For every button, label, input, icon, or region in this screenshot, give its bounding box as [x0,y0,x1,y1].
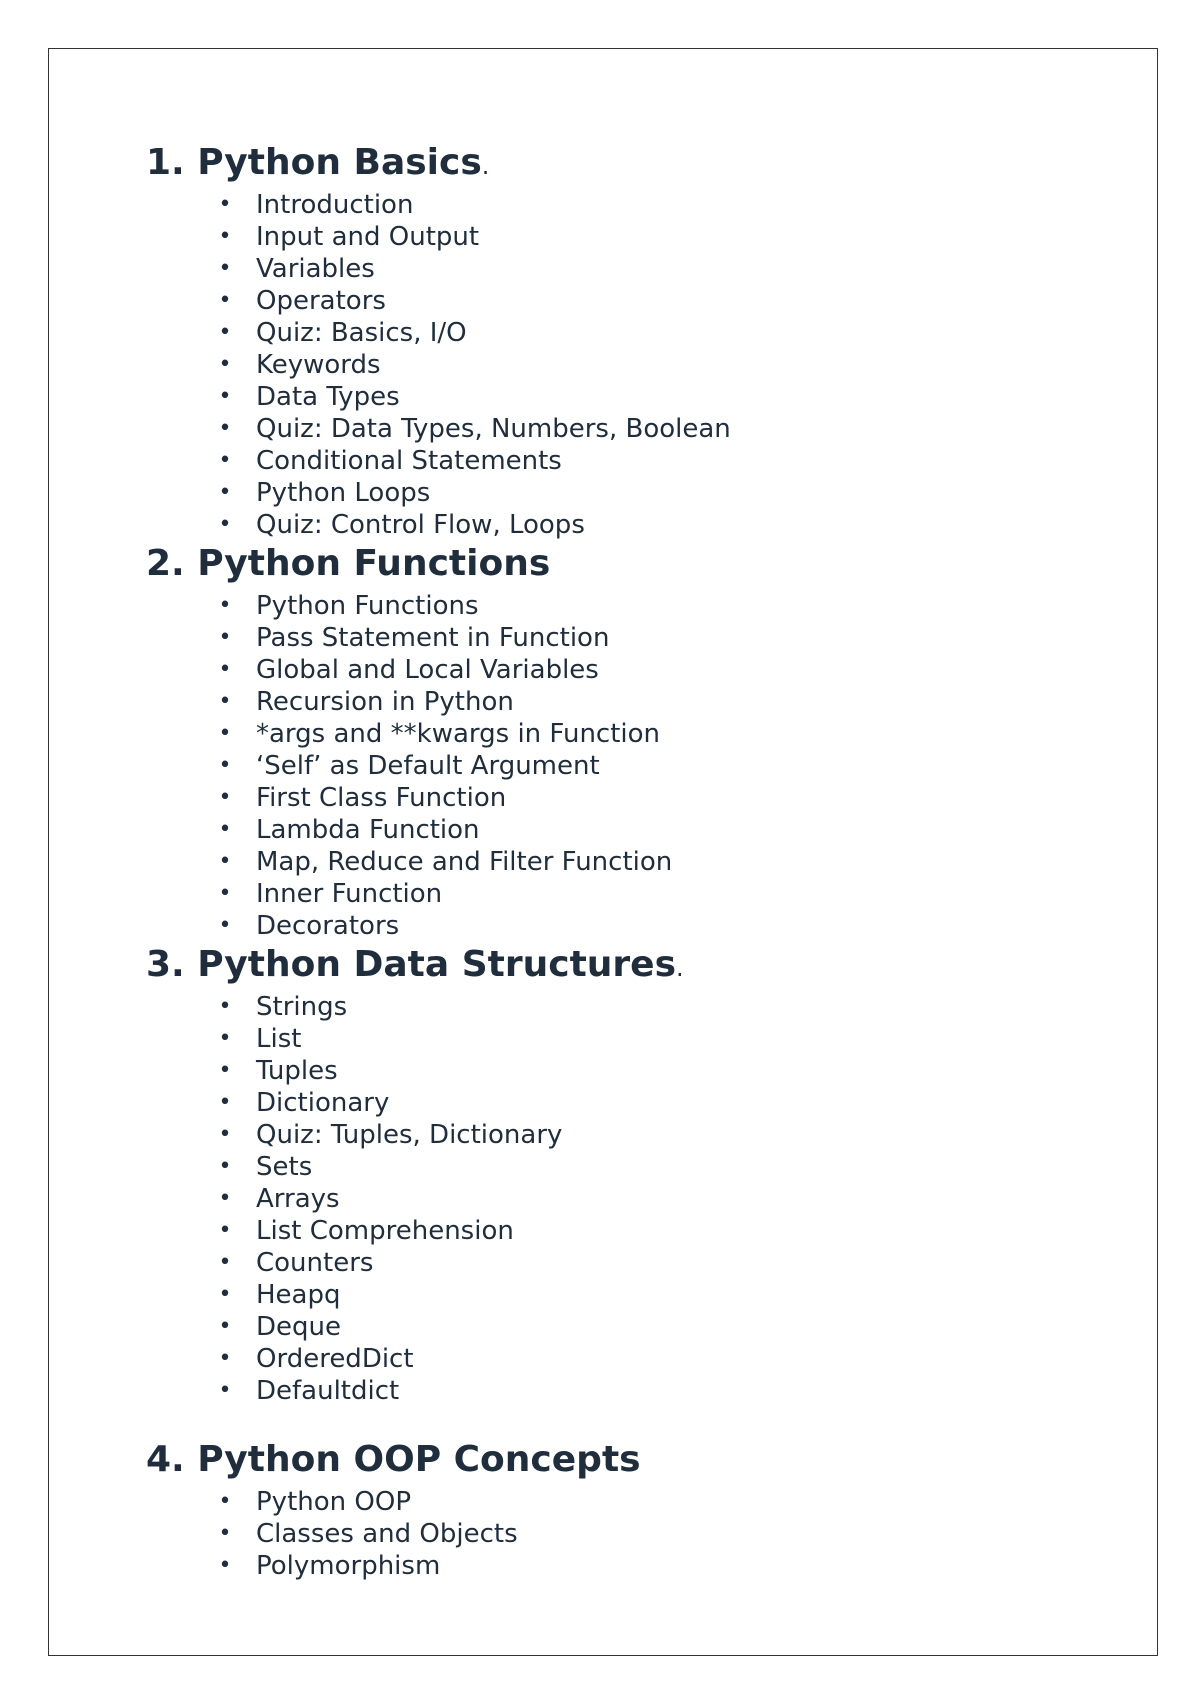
bullet-icon: • [218,994,232,1019]
list-item [146,445,1086,477]
bullet-icon: • [218,1154,232,1179]
topic-label: OrderedDict [256,1344,414,1374]
topic-label: Polymorphism [256,1551,441,1581]
bullet-icon: • [218,593,232,618]
topic-label: Decorators [256,911,400,941]
topic-label: Conditional Statements [256,446,562,476]
bullet-icon: • [218,320,232,345]
list-item [146,991,1086,1023]
section-python-basics [146,140,1086,541]
bullet-icon: • [218,817,232,842]
bullet-icon: • [218,913,232,938]
list-item [146,910,1086,942]
topic-label: *args and **kwargs in Function [256,719,661,749]
bullet-icon: • [218,192,232,217]
bullet-icon: • [218,1489,232,1514]
section-title-trail: . [676,954,684,982]
list-item [146,1486,1086,1518]
list-item [146,189,1086,221]
list-item [146,1343,1086,1375]
bullet-icon: • [218,1122,232,1147]
bullet-icon: • [218,384,232,409]
bullet-icon: • [218,224,232,249]
list-item [146,750,1086,782]
topic-label: Classes and Objects [256,1519,518,1549]
topic-label: Heapq [256,1280,341,1310]
list-item [146,782,1086,814]
bullet-icon: • [218,416,232,441]
topic-label: Operators [256,286,386,316]
section-heading [146,942,1086,991]
topic-label: Data Types [256,382,400,412]
bullet-icon: • [218,689,232,714]
topic-label: Keywords [256,350,381,380]
topic-label: Pass Statement in Function [256,623,610,653]
topic-list [146,991,1086,1407]
list-item [146,878,1086,910]
topic-label: Tuples [256,1056,338,1086]
topic-list [146,590,1086,942]
bullet-icon: • [218,256,232,281]
list-item [146,1183,1086,1215]
topic-label: Sets [256,1152,313,1182]
bullet-icon: • [218,625,232,650]
section-python-functions [146,541,1086,942]
list-item [146,1119,1086,1151]
section-python-oop-concepts [146,1437,1086,1582]
bullet-icon: • [218,1186,232,1211]
topic-label: Lambda Function [256,815,480,845]
bullet-icon: • [218,1346,232,1371]
topic-label: Counters [256,1248,374,1278]
bullet-icon: • [218,785,232,810]
section-heading [146,541,1086,590]
topic-label: Defaultdict [256,1376,400,1406]
bullet-icon: • [218,480,232,505]
bullet-icon: • [218,1553,232,1578]
bullet-icon: • [218,1378,232,1403]
topic-label: Introduction [256,190,414,220]
list-item [146,285,1086,317]
bullet-icon: • [218,512,232,537]
section-title-trail: . [481,152,490,180]
bullet-icon: • [218,849,232,874]
bullet-icon: • [218,1058,232,1083]
bullet-icon: • [218,1090,232,1115]
list-item [146,253,1086,285]
list-item [146,1518,1086,1550]
topic-label: Quiz: Data Types, Numbers, Boolean [256,414,731,444]
topic-label: Variables [256,254,375,284]
list-item [146,654,1086,686]
bullet-icon: • [218,1282,232,1307]
topic-label: Input and Output [256,222,480,252]
bullet-icon: • [218,1026,232,1051]
list-item [146,1550,1086,1582]
topic-label: Quiz: Basics, I/O [256,318,467,348]
topic-label: Python Loops [256,478,431,508]
list-item [146,718,1086,750]
topic-label: Strings [256,992,348,1022]
list-item [146,221,1086,253]
topic-label: Inner Function [256,879,443,909]
bullet-icon: • [218,881,232,906]
topic-label: ‘Self’ as Default Argument [256,751,600,781]
list-item [146,1247,1086,1279]
list-item [146,1311,1086,1343]
topic-label: Map, Reduce and Filter Function [256,847,673,877]
topic-label: Recursion in Python [256,687,514,717]
topic-label: Dictionary [256,1088,390,1118]
list-item [146,622,1086,654]
list-item [146,1023,1086,1055]
list-item [146,413,1086,445]
list-item [146,317,1086,349]
topic-label: Python Functions [256,591,479,621]
topic-label: Deque [256,1312,341,1342]
bullet-icon: • [218,448,232,473]
list-item [146,477,1086,509]
bullet-icon: • [218,288,232,313]
list-item [146,381,1086,413]
section-title: 1. Python Basics [146,142,482,183]
topic-list [146,1486,1086,1582]
list-item [146,846,1086,878]
list-item [146,509,1086,541]
topic-label: Quiz: Control Flow, Loops [256,510,585,540]
bullet-icon: • [218,1250,232,1275]
section-title: 3. Python Data Structures [146,944,677,985]
list-item [146,1279,1086,1311]
document-content [146,140,1086,1582]
list-item [146,814,1086,846]
list-item [146,1087,1086,1119]
list-item [146,349,1086,381]
topic-label: First Class Function [256,783,507,813]
bullet-icon: • [218,1314,232,1339]
list-item [146,1375,1086,1407]
bullet-icon: • [218,352,232,377]
bullet-icon: • [218,753,232,778]
list-item [146,590,1086,622]
topic-label: Python OOP [256,1487,411,1517]
section-heading [146,1437,1086,1486]
list-item [146,686,1086,718]
topic-label: List [256,1024,302,1054]
topic-label: Quiz: Tuples, Dictionary [256,1120,563,1150]
section-title: 4. Python OOP Concepts [146,1439,641,1480]
section-python-data-structures [146,942,1086,1407]
section-heading [146,140,1086,189]
section-spacer [146,1407,1086,1437]
bullet-icon: • [218,1521,232,1546]
topic-list [146,189,1086,541]
bullet-icon: • [218,1218,232,1243]
bullet-icon: • [218,657,232,682]
list-item [146,1151,1086,1183]
topic-label: List Comprehension [256,1216,514,1246]
list-item [146,1215,1086,1247]
topic-label: Global and Local Variables [256,655,599,685]
section-title: 2. Python Functions [146,543,551,584]
list-item [146,1055,1086,1087]
bullet-icon: • [218,721,232,746]
topic-label: Arrays [256,1184,340,1214]
